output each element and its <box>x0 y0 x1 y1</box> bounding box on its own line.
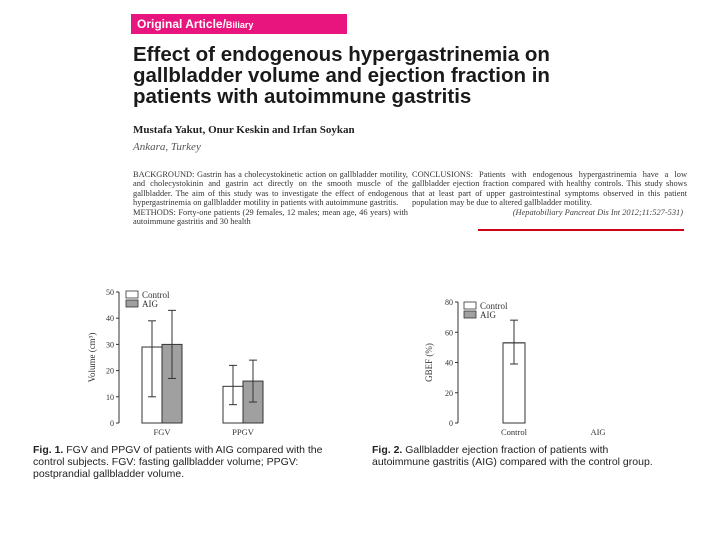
legend-label-aig: AIG <box>142 299 158 309</box>
legend-label-aig: AIG <box>480 310 496 320</box>
y-tick-label: 50 <box>106 288 114 297</box>
y-tick-label: 40 <box>106 314 114 324</box>
x-tick-label-aig: AIG <box>590 427 606 437</box>
methods-text: Forty-one patients (29 females, 12 males; mean age, 46 years) with autoimmune gastritis and 30 health <box>133 207 408 227</box>
y-tick-label: 80 <box>445 298 453 307</box>
figure-2-chart <box>420 290 640 445</box>
fig1-text: FGV and PPGV of patients with AIG compared with the control subjects. FGV: fasting gallbladder volume; PPGV: postprandial gallbladder volume. <box>33 444 323 480</box>
legend-label-control: Control <box>480 301 508 311</box>
background-label: BACKGROUND: <box>133 170 195 179</box>
article-type-main: Original Article/ <box>137 17 226 31</box>
y-tick-label: 60 <box>445 328 453 338</box>
article-title <box>133 44 693 107</box>
x-tick-label-ppgv: PPGV <box>232 427 254 437</box>
figure-2 <box>420 290 640 445</box>
y-axis-label: GBEF (%) <box>424 343 434 382</box>
authors: Mustafa Yakut, Onur Keskin and Irfan Soykan <box>133 124 355 136</box>
title-line-3: patients with autoimmune gastritis <box>133 85 472 108</box>
article-type-sub: Biliary <box>225 20 254 30</box>
citation: (Hepatobiliary Pancreat Dis Int 2012;11:527-531) <box>512 207 683 217</box>
figure-1-caption <box>33 444 355 480</box>
fig2-text: Gallbladder ejection fraction of patients with autoimmune gastritis (AIG) compared with the control group. <box>372 444 653 468</box>
figure-2-caption <box>372 444 662 468</box>
x-tick-label-fgv: FGV <box>153 427 171 437</box>
conclusions-label: CONCLUSIONS: <box>412 170 473 179</box>
y-axis-label: Volume (cm³) <box>87 332 97 383</box>
affiliation: Ankara, Turkey <box>133 141 201 153</box>
legend-swatch-control <box>126 291 138 298</box>
background-text: Gastrin has a cholecystokinetic action on gallbladder motility, and cholecystokinin and gastrin act directly on the smooth muscle of the gallbladder. The aim of this study was to investigate the effect of endogenous hypergastrinemia on gallbladder motility in patients with autoimmune gastritis. <box>133 170 408 208</box>
y-tick-label: 30 <box>106 340 114 350</box>
legend-swatch-aig <box>464 311 476 318</box>
figure-1 <box>85 285 285 443</box>
legend-label-control: Control <box>142 290 170 300</box>
article-type-tag <box>131 14 347 34</box>
legend-swatch-aig <box>126 300 138 307</box>
y-tick-label: 20 <box>445 388 453 398</box>
methods-label: METHODS: <box>133 207 176 217</box>
y-tick-label: 10 <box>106 392 114 402</box>
y-tick-label: 0 <box>449 419 453 428</box>
conclusions-text: Patients with endogenous hypergastrinemia have a low gallbladder ejection fraction compared with healthy controls. This study shows that at least part of upper gastrointestinal symptoms observed in this patient population may be due to altered gallbladder motility. <box>412 170 687 208</box>
y-tick-label: 40 <box>445 358 453 368</box>
y-tick-label: 20 <box>106 366 114 376</box>
citation-underline <box>478 229 684 231</box>
fig1-label: Fig. 1. <box>33 444 64 456</box>
y-tick-label: 0 <box>110 419 114 428</box>
x-tick-label-control: Control <box>501 427 527 437</box>
fig2-label: Fig. 2. <box>372 444 403 456</box>
abstract-left-column <box>133 170 408 232</box>
abstract-right-column <box>412 170 687 232</box>
title-line-2: gallbladder volume and ejection fraction in <box>133 64 550 87</box>
title-line-1: Effect of endogenous hypergastrinemia on <box>133 43 550 66</box>
figure-1-chart <box>85 285 285 443</box>
legend-swatch-control <box>464 302 476 309</box>
